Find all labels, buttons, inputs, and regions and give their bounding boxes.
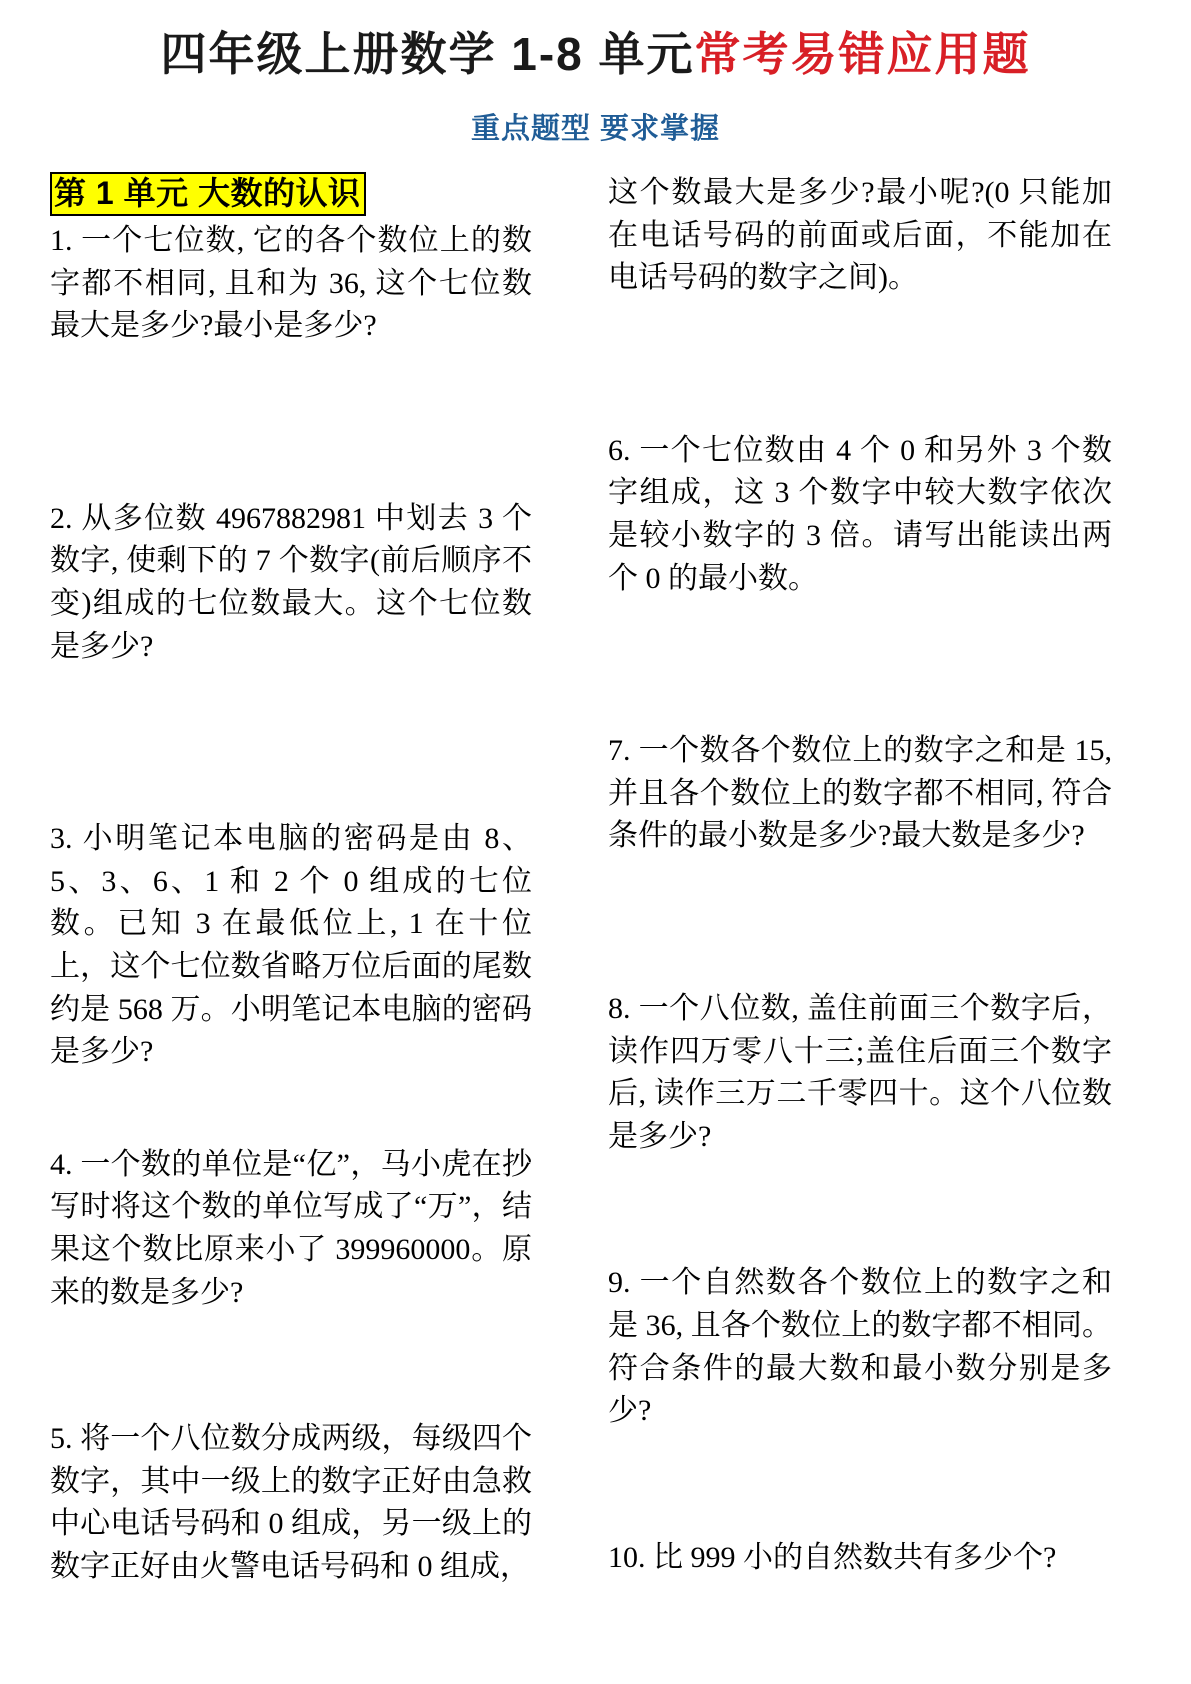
page-title xyxy=(0,0,1191,84)
spacer-answer-5 xyxy=(608,300,1112,430)
question-3: 3. 小明笔记本电脑的密码是由 8、5、3、6、1 和 2 个 0 组成的七位数。已知 3 在最低位上, 1 在十位上，这个七位数省略万位后面的尾数约是 568 万。小明笔记本电脑的密码是多少? xyxy=(50,822,532,1069)
spacer-answer-6 xyxy=(608,600,1112,730)
spacer-answer-9 xyxy=(608,1433,1112,1537)
question-7: 7. 一个数各个数位上的数字之和是 15, 并且各个数位上的数字都不相同, 符合条件的最小数是多少?最大数是多少? xyxy=(608,734,1112,853)
question-6: 6. 一个七位数由 4 个 0 和另外 3 个数字组成，这 3 个数字中较大数字依次是较小数字的 3 倍。请写出能读出两个 0 的最小数。 xyxy=(608,433,1112,595)
page-title-black-part: 四年级上册数学 1-8 单元 xyxy=(160,28,695,80)
page-subtitle: 重点题型 要求掌握 xyxy=(470,112,721,145)
question-5: 5. 将一个八位数分成两级，每级四个数字，其中一级上的数字正好由急救中心电话号码和 0 组成，另一级上的数字正好由火警电话号码和 0 组成， xyxy=(50,1422,532,1583)
spacer-answer-1 xyxy=(50,348,532,498)
unit-1-heading: 第 1 单元 大数的认识 xyxy=(50,172,366,216)
spacer-answer-7 xyxy=(608,858,1112,988)
question-4: 4. 一个数的单位是“亿”，马小虎在抄写时将这个数的单位写成了“万”，结果这个数比原来小了 399960000。原来的数是多少? xyxy=(50,1147,532,1309)
question-1: 1. 一个七位数, 它的各个数位上的数字都不相同, 且和为 36, 这个七位数最大是多少?最小是多少? xyxy=(50,224,532,343)
question-10: 10. 比 999 小的自然数共有多少个? xyxy=(608,1540,1057,1574)
spacer-answer-2 xyxy=(50,668,532,818)
question-8: 8. 一个八位数, 盖住前面三个数字后，读作四万零八十三;盖住后面三个数字后, 读作三万二千零四十。这个八位数是多少? xyxy=(608,991,1112,1153)
question-9: 9. 一个自然数各个数位上的数字之和是 36, 且各个数位上的数字都不相同。符合条件的最大数和最小数分别是多少? xyxy=(608,1266,1112,1428)
right-column xyxy=(540,172,1140,1589)
page-title-red-part: 常考易错应用题 xyxy=(694,28,1031,80)
question-2: 2. 从多位数 4967882981 中划去 3 个数字, 使剩下的 7 个数字(前后顺序不变)组成的七位数最大。这个七位数是多少? xyxy=(50,501,532,663)
left-column xyxy=(0,172,540,1589)
spacer-answer-3 xyxy=(50,1074,532,1144)
spacer-answer-4 xyxy=(50,1314,532,1418)
spacer-answer-8 xyxy=(608,1158,1112,1262)
two-column-body xyxy=(0,172,1191,1589)
question-5-continued: 这个数最大是多少?最小呢?(0 只能加在电话号码的前面或后面，不能加在电话号码的数字之间)。 xyxy=(608,176,1112,295)
